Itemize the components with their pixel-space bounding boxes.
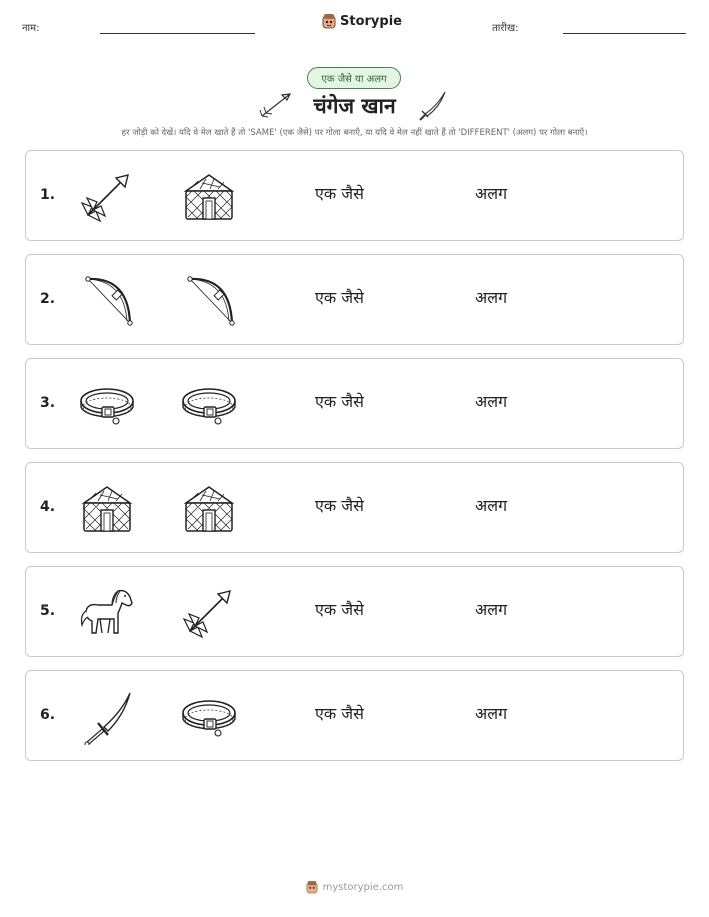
same-option[interactable]: एक जैसे <box>315 600 364 619</box>
different-option[interactable]: अलग <box>475 392 508 411</box>
question-number: 5. <box>40 603 56 619</box>
yurt-icon <box>180 169 238 225</box>
same-option[interactable]: एक जैसे <box>315 288 364 307</box>
name-field[interactable] <box>100 33 255 34</box>
footer <box>0 880 709 894</box>
date-label: तारीख: <box>492 23 519 34</box>
storypie-mascot-icon <box>322 13 336 29</box>
same-option[interactable]: एक जैसे <box>315 184 364 203</box>
arrow-icon <box>180 585 238 641</box>
different-option[interactable]: अलग <box>475 496 508 515</box>
arrow-icon <box>78 169 136 225</box>
date-field[interactable] <box>563 33 686 34</box>
question-number: 1. <box>40 187 56 203</box>
question-row <box>25 150 684 241</box>
question-row <box>25 462 684 553</box>
belt-icon <box>78 377 136 433</box>
brand-name: Storypie <box>340 13 402 29</box>
question-number: 2. <box>40 291 56 307</box>
brand-logo <box>322 13 402 29</box>
same-option[interactable]: एक जैसे <box>315 392 364 411</box>
name-label: नाम: <box>22 23 40 34</box>
different-option[interactable]: अलग <box>475 184 508 203</box>
sword-icon <box>78 689 136 745</box>
different-option[interactable]: अलग <box>475 704 508 723</box>
horse-icon <box>78 585 136 641</box>
instructions: हर जोड़ी को देखें। यदि वे मेल खाते हैं तो 'SAME' (एक जैसे) पर गोला बनाएँ, या यदि वे मेल नहीं खाते हैं तो 'DIFFERENT' (अलग) पर गोला बनाएँ। <box>121 128 588 138</box>
question-row <box>25 254 684 345</box>
page-title: चंगेज खान <box>313 94 396 118</box>
different-option[interactable]: अलग <box>475 600 508 619</box>
question-row <box>25 566 684 657</box>
storypie-mascot-icon <box>306 880 318 894</box>
same-option[interactable]: एक जैसे <box>315 704 364 723</box>
question-number: 3. <box>40 395 56 411</box>
question-row <box>25 670 684 761</box>
question-number: 4. <box>40 499 56 515</box>
bow-icon <box>78 273 136 329</box>
belt-icon <box>180 377 238 433</box>
yurt-icon <box>180 481 238 537</box>
belt-icon <box>180 689 238 745</box>
worksheet-type-badge: एक जैसे या अलग <box>307 67 401 89</box>
sword-decoration-icon <box>415 90 449 122</box>
same-option[interactable]: एक जैसे <box>315 496 364 515</box>
bow-icon <box>180 273 238 329</box>
footer-url[interactable]: mystorypie.com <box>322 881 404 893</box>
yurt-icon <box>78 481 136 537</box>
question-row <box>25 358 684 449</box>
different-option[interactable]: अलग <box>475 288 508 307</box>
question-number: 6. <box>40 707 56 723</box>
